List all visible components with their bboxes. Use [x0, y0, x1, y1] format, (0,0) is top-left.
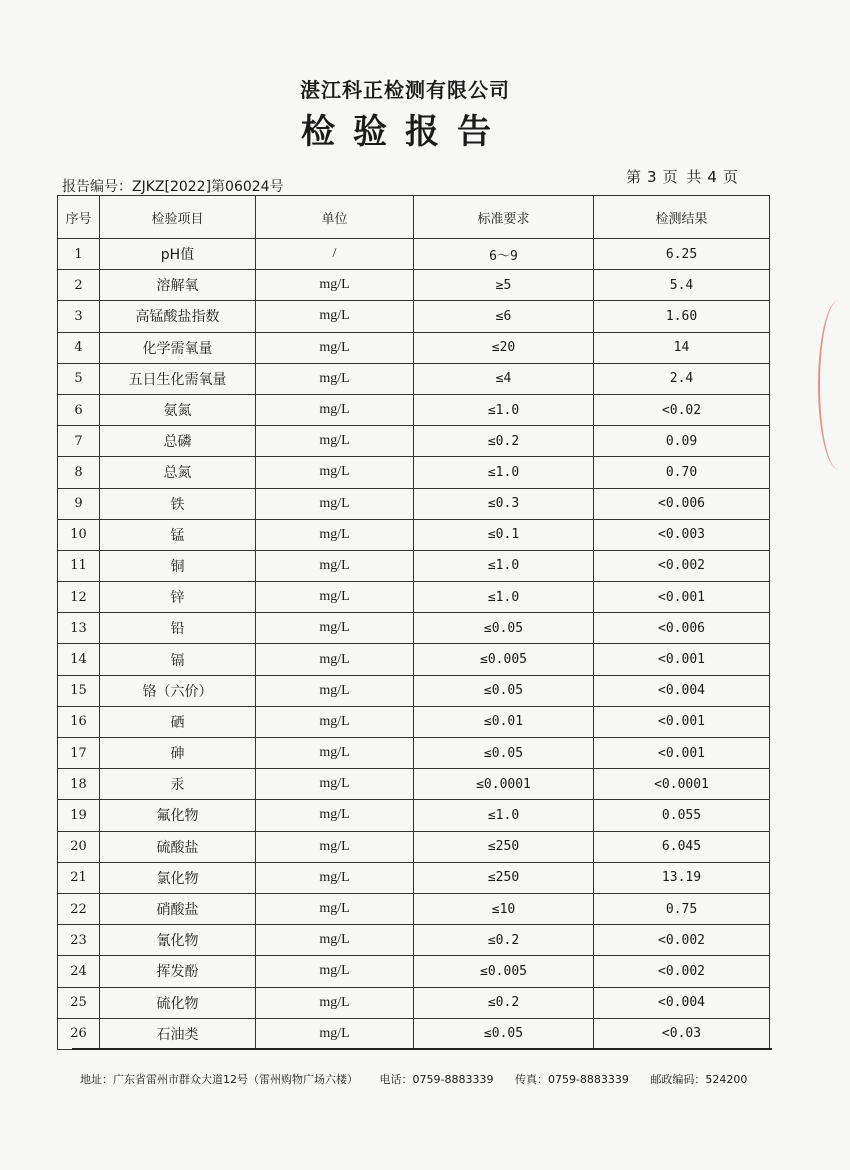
test-item: 化学需氧量 — [100, 332, 256, 363]
table-row — [58, 769, 770, 800]
row-number: 26 — [58, 1018, 100, 1049]
test-item: 挥发酚 — [100, 956, 256, 987]
test-item: 铬（六价） — [100, 675, 256, 706]
row-number: 12 — [58, 582, 100, 613]
results-table — [57, 195, 770, 1050]
unit: mg/L — [256, 550, 414, 581]
table-row — [58, 862, 770, 893]
standard-requirement: ≤250 — [414, 862, 594, 893]
unit: mg/L — [256, 582, 414, 613]
test-item: 氯化物 — [100, 862, 256, 893]
table-row — [58, 332, 770, 363]
table-row — [58, 831, 770, 862]
unit: mg/L — [256, 363, 414, 394]
test-item: 石油类 — [100, 1018, 256, 1049]
standard-requirement: ≤0.0001 — [414, 769, 594, 800]
standard-requirement: ≤0.2 — [414, 426, 594, 457]
unit: mg/L — [256, 1018, 414, 1049]
test-item: 砷 — [100, 738, 256, 769]
row-number: 22 — [58, 893, 100, 924]
row-number: 13 — [58, 613, 100, 644]
unit: mg/L — [256, 987, 414, 1018]
row-number: 4 — [58, 332, 100, 363]
standard-requirement: ≥5 — [414, 270, 594, 301]
unit: mg/L — [256, 956, 414, 987]
table-row — [58, 644, 770, 675]
table-row — [58, 582, 770, 613]
unit: mg/L — [256, 457, 414, 488]
standard-requirement: ≤0.005 — [414, 956, 594, 987]
test-result: <0.001 — [594, 582, 770, 613]
table-row — [58, 738, 770, 769]
row-number: 14 — [58, 644, 100, 675]
table-row — [58, 394, 770, 425]
row-number: 17 — [58, 738, 100, 769]
test-item: 氟化物 — [100, 800, 256, 831]
test-result: 5.4 — [594, 270, 770, 301]
row-number: 1 — [58, 239, 100, 270]
test-result: 2.4 — [594, 363, 770, 394]
test-item: 汞 — [100, 769, 256, 800]
unit: mg/L — [256, 270, 414, 301]
standard-requirement: ≤1.0 — [414, 394, 594, 425]
test-result: <0.0001 — [594, 769, 770, 800]
row-number: 10 — [58, 519, 100, 550]
test-result: <0.002 — [594, 550, 770, 581]
col-header-item: 检验项目 — [100, 196, 256, 239]
col-header-unit: 单位 — [256, 196, 414, 239]
standard-requirement: ≤10 — [414, 893, 594, 924]
table-row — [58, 519, 770, 550]
standard-requirement: ≤1.0 — [414, 800, 594, 831]
footer — [80, 1071, 765, 1087]
table-row — [58, 675, 770, 706]
row-number: 9 — [58, 488, 100, 519]
col-header-result: 检测结果 — [594, 196, 770, 239]
test-result: 0.055 — [594, 800, 770, 831]
unit: mg/L — [256, 675, 414, 706]
unit: mg/L — [256, 925, 414, 956]
table-row — [58, 270, 770, 301]
row-number: 23 — [58, 925, 100, 956]
standard-requirement: ≤0.05 — [414, 738, 594, 769]
row-number: 8 — [58, 457, 100, 488]
test-item: 硒 — [100, 706, 256, 737]
test-result: <0.03 — [594, 1018, 770, 1049]
test-result: <0.02 — [594, 394, 770, 425]
standard-requirement: ≤1.0 — [414, 550, 594, 581]
page-mid: 页 共 — [662, 168, 704, 186]
footer-postcode: 邮政编码：524200 — [650, 1073, 748, 1086]
test-result: <0.002 — [594, 956, 770, 987]
unit: mg/L — [256, 738, 414, 769]
unit: mg/L — [256, 644, 414, 675]
test-result: <0.006 — [594, 613, 770, 644]
col-header-no: 序号 — [58, 196, 100, 239]
standard-requirement: ≤0.01 — [414, 706, 594, 737]
table-row — [58, 987, 770, 1018]
unit: mg/L — [256, 706, 414, 737]
test-result: <0.002 — [594, 925, 770, 956]
test-item: 锌 — [100, 582, 256, 613]
test-item: 锰 — [100, 519, 256, 550]
row-number: 16 — [58, 706, 100, 737]
test-item: 总磷 — [100, 426, 256, 457]
footer-phone: 电话：0759-8883339 — [379, 1073, 494, 1086]
test-result: <0.001 — [594, 738, 770, 769]
footer-divider — [72, 1048, 772, 1050]
standard-requirement: ≤6 — [414, 301, 594, 332]
unit: mg/L — [256, 332, 414, 363]
row-number: 15 — [58, 675, 100, 706]
test-item: 五日生化需氧量 — [100, 363, 256, 394]
unit: mg/L — [256, 831, 414, 862]
report-number-value: ZJKZ[2022]第06024号 — [132, 179, 284, 195]
test-item: 高锰酸盐指数 — [100, 301, 256, 332]
page-total: 4 — [707, 168, 719, 186]
test-item: 氰化物 — [100, 925, 256, 956]
unit: mg/L — [256, 862, 414, 893]
test-result: 13.19 — [594, 862, 770, 893]
col-header-standard: 标准要求 — [414, 196, 594, 239]
standard-requirement: ≤1.0 — [414, 457, 594, 488]
row-number: 11 — [58, 550, 100, 581]
test-result: 0.75 — [594, 893, 770, 924]
standard-requirement: ≤0.3 — [414, 488, 594, 519]
page-indicator — [626, 166, 740, 187]
test-result: 1.60 — [594, 301, 770, 332]
test-item: 溶解氧 — [100, 270, 256, 301]
unit: / — [256, 239, 414, 270]
row-number: 5 — [58, 363, 100, 394]
unit: mg/L — [256, 426, 414, 457]
test-item: 硝酸盐 — [100, 893, 256, 924]
table-row — [58, 457, 770, 488]
standard-requirement: ≤0.005 — [414, 644, 594, 675]
test-result: 0.09 — [594, 426, 770, 457]
test-result: 6.045 — [594, 831, 770, 862]
test-item: 铁 — [100, 488, 256, 519]
row-number: 24 — [58, 956, 100, 987]
unit: mg/L — [256, 519, 414, 550]
test-item: 总氮 — [100, 457, 256, 488]
test-result: <0.003 — [594, 519, 770, 550]
page-suffix: 页 — [722, 168, 740, 186]
table-row — [58, 956, 770, 987]
table-row — [58, 363, 770, 394]
standard-requirement: ≤20 — [414, 332, 594, 363]
row-number: 3 — [58, 301, 100, 332]
test-item: 氨氮 — [100, 394, 256, 425]
table-row — [58, 800, 770, 831]
unit: mg/L — [256, 769, 414, 800]
unit: mg/L — [256, 800, 414, 831]
test-item: 硫化物 — [100, 987, 256, 1018]
table-row — [58, 893, 770, 924]
test-result: 0.70 — [594, 457, 770, 488]
test-item: 硫酸盐 — [100, 831, 256, 862]
footer-address: 地址：广东省雷州市群众大道12号（雷州购物广场六楼） — [80, 1073, 358, 1086]
table-row — [58, 426, 770, 457]
company-name: 湛江科正检测有限公司 — [300, 78, 510, 102]
seal-stamp-edge — [818, 300, 850, 470]
row-number: 2 — [58, 270, 100, 301]
table-row — [58, 1018, 770, 1049]
row-number: 25 — [58, 987, 100, 1018]
table-row — [58, 550, 770, 581]
row-number: 18 — [58, 769, 100, 800]
unit: mg/L — [256, 394, 414, 425]
row-number: 19 — [58, 800, 100, 831]
test-result: <0.001 — [594, 644, 770, 675]
test-result: <0.004 — [594, 987, 770, 1018]
test-item: pH值 — [100, 239, 256, 270]
test-result: 14 — [594, 332, 770, 363]
standard-requirement: ≤4 — [414, 363, 594, 394]
test-result: <0.004 — [594, 675, 770, 706]
table-row — [58, 488, 770, 519]
document-title: 检验报告 — [301, 112, 509, 152]
row-number: 6 — [58, 394, 100, 425]
standard-requirement: ≤0.05 — [414, 1018, 594, 1049]
row-number: 21 — [58, 862, 100, 893]
table-row — [58, 239, 770, 270]
standard-requirement: ≤250 — [414, 831, 594, 862]
standard-requirement: ≤0.2 — [414, 987, 594, 1018]
unit: mg/L — [256, 488, 414, 519]
report-number-label: 报告编号： — [62, 179, 132, 195]
table-body — [58, 239, 770, 1050]
test-result: <0.006 — [594, 488, 770, 519]
standard-requirement: ≤0.1 — [414, 519, 594, 550]
standard-requirement: ≤0.2 — [414, 925, 594, 956]
standard-requirement: ≤0.05 — [414, 675, 594, 706]
standard-requirement: ≤1.0 — [414, 582, 594, 613]
test-item: 铅 — [100, 613, 256, 644]
unit: mg/L — [256, 613, 414, 644]
test-result: 6.25 — [594, 239, 770, 270]
unit: mg/L — [256, 301, 414, 332]
test-item: 镉 — [100, 644, 256, 675]
standard-requirement: ≤0.05 — [414, 613, 594, 644]
standard-requirement: 6～9 — [414, 239, 594, 270]
table-header-row — [58, 196, 770, 239]
report-number — [62, 176, 284, 196]
page-current: 3 — [647, 168, 659, 186]
table-row — [58, 706, 770, 737]
unit: mg/L — [256, 893, 414, 924]
footer-fax: 传真：0759-8883339 — [514, 1073, 629, 1086]
row-number: 7 — [58, 426, 100, 457]
table-row — [58, 925, 770, 956]
row-number: 20 — [58, 831, 100, 862]
page-prefix: 第 — [626, 168, 644, 186]
test-item: 铜 — [100, 550, 256, 581]
test-result: <0.001 — [594, 706, 770, 737]
table-row — [58, 613, 770, 644]
table-row — [58, 301, 770, 332]
